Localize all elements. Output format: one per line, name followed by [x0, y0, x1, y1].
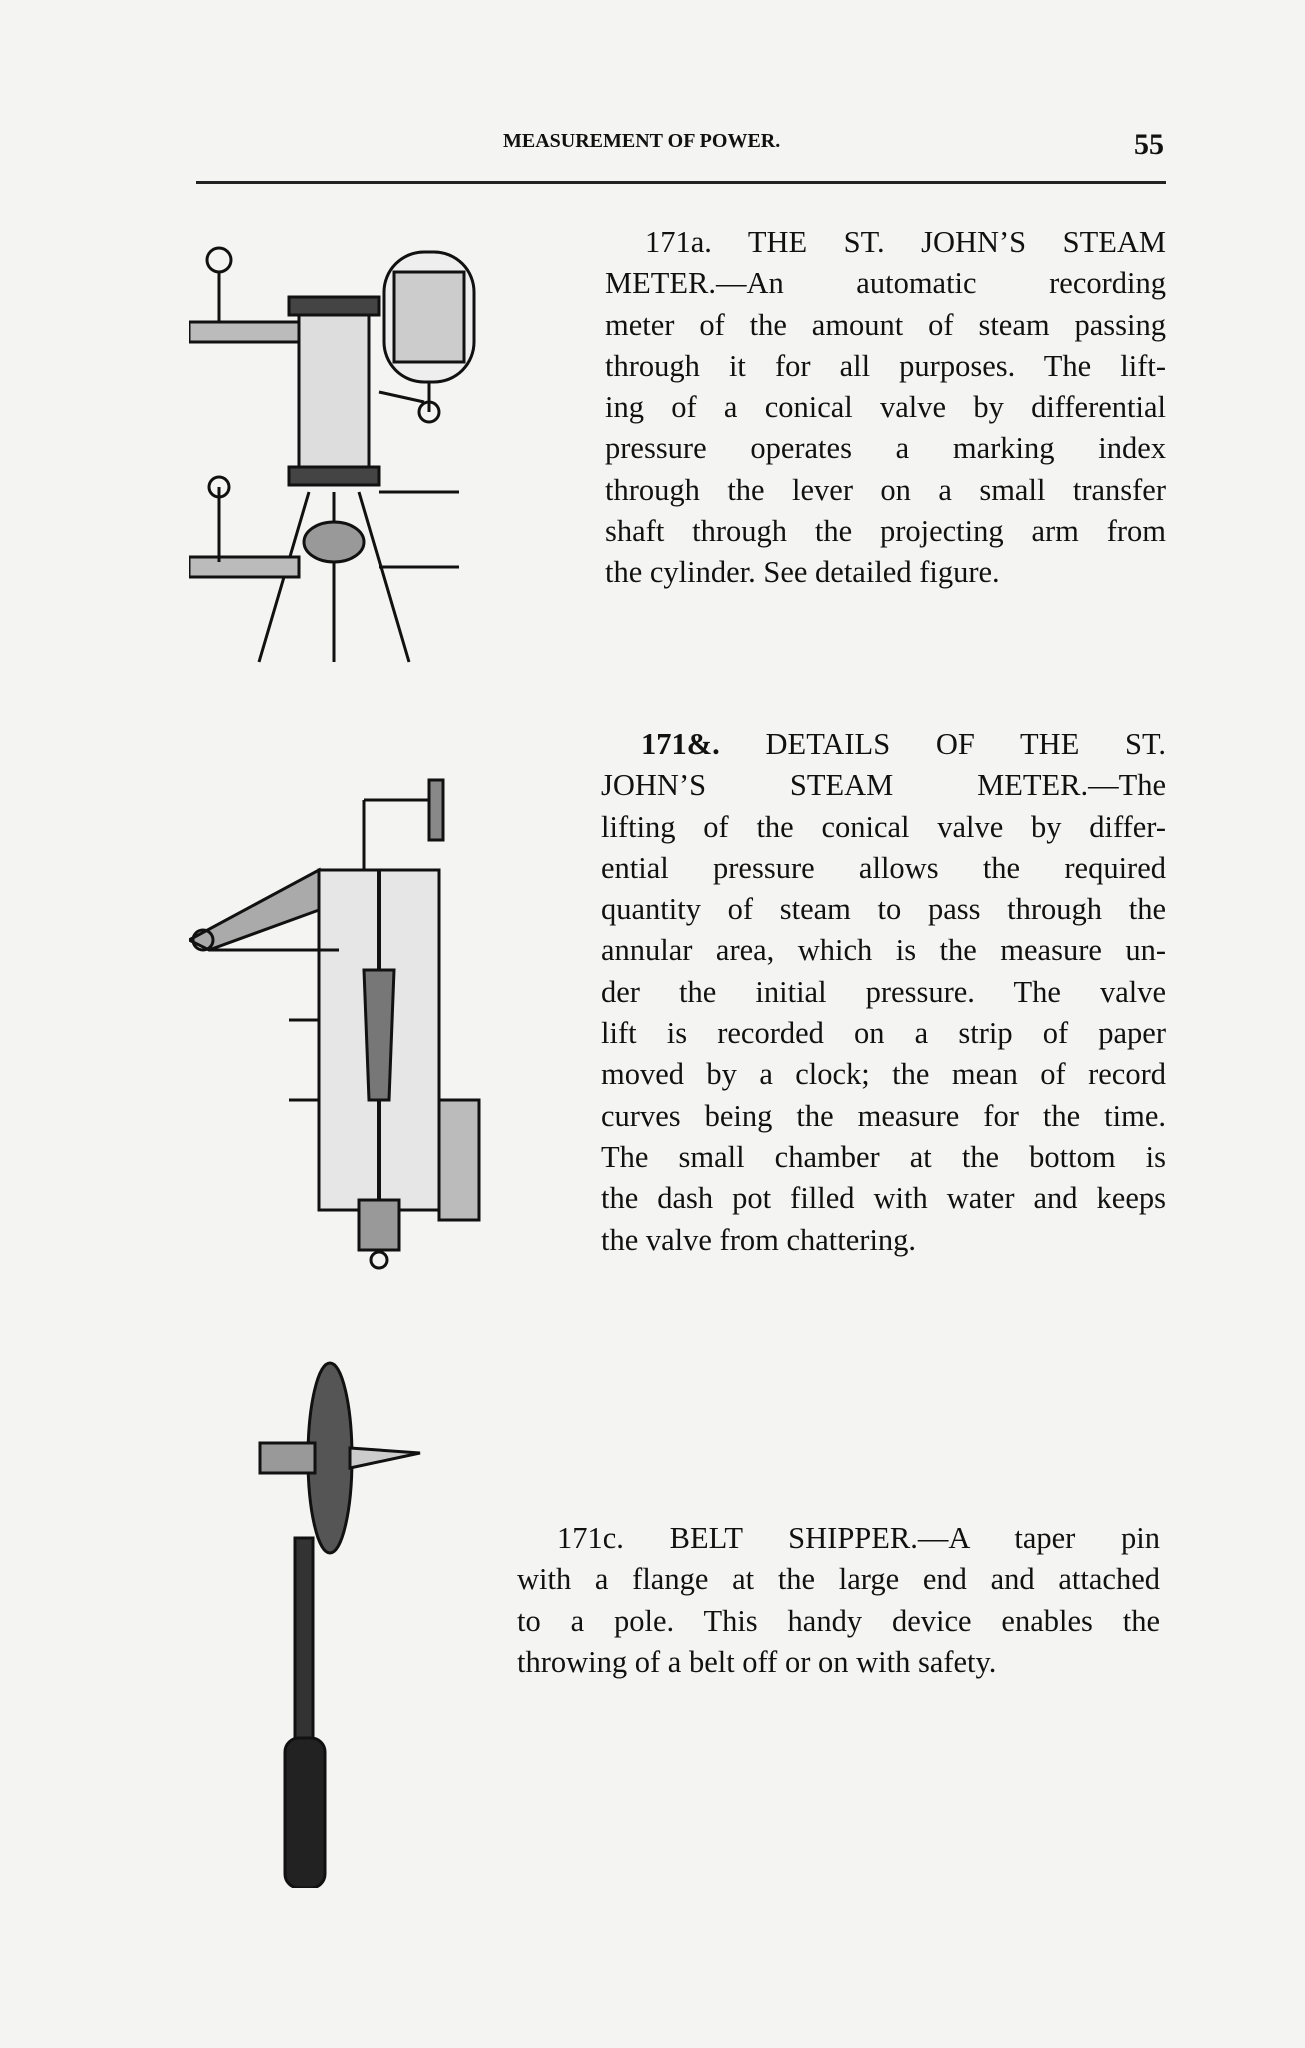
text-line: throwing of a belt off or on with safety. [517, 1644, 997, 1679]
text-line: lifting of the conical valve by differ- [601, 809, 1166, 844]
text-line: annular area, which is the measure un- [601, 933, 1166, 968]
text-line: shaft through the projecting arm from [605, 514, 1166, 549]
section-171c [517, 1518, 1160, 1683]
belt-shipper-illustration [255, 1358, 425, 1888]
page-number: 55 [1134, 128, 1164, 161]
text-line: pressure operates a marking index [605, 431, 1166, 466]
section-number: 171&. [641, 727, 720, 761]
header-rule [196, 181, 1166, 184]
steam-meter-illustration [189, 242, 559, 677]
text-line: The small chamber at the bottom is [601, 1139, 1166, 1174]
running-title: MEASUREMENT OF POWER. [503, 130, 781, 152]
text-line: the cylinder. See detailed figure. [605, 555, 1000, 590]
text-line: ential pressure allows the required [601, 850, 1166, 885]
heading-text: DETAILS OF THE ST. [765, 727, 1166, 761]
text-line: 171c. BELT SHIPPER.—A taper pin [557, 1521, 1160, 1555]
text-line [601, 724, 1166, 765]
text-line: to a pole. This handy device enables the [517, 1603, 1160, 1638]
text-line: through the lever on a small transfer [605, 472, 1166, 507]
text-line: ing of a conical valve by differential [605, 390, 1166, 425]
text-line: with a flange at the large end and attached [517, 1562, 1160, 1597]
text-line: meter of the amount of steam passing [605, 307, 1166, 342]
text-line: curves being the measure for the time. [601, 1098, 1166, 1133]
text-line: the dash pot filled with water and keeps [601, 1181, 1166, 1216]
steam-meter-section-illustration [189, 770, 499, 1270]
text-line: lift is recorded on a strip of paper [601, 1016, 1166, 1051]
text-line: 171a. THE ST. JOHN’S STEAM [645, 225, 1166, 259]
section-171b [601, 724, 1166, 1261]
text-line: moved by a clock; the mean of record [601, 1057, 1166, 1092]
text-line: JOHN’S STEAM METER.—The [601, 768, 1166, 803]
text-line: through it for all purposes. The lift- [605, 348, 1166, 383]
text-line: quantity of steam to pass through the [601, 892, 1166, 927]
text-line: der the initial pressure. The valve [601, 974, 1166, 1009]
section-171a [605, 222, 1166, 594]
text-line: METER.—An automatic recording [605, 266, 1166, 301]
text-line: the valve from chattering. [601, 1222, 917, 1257]
